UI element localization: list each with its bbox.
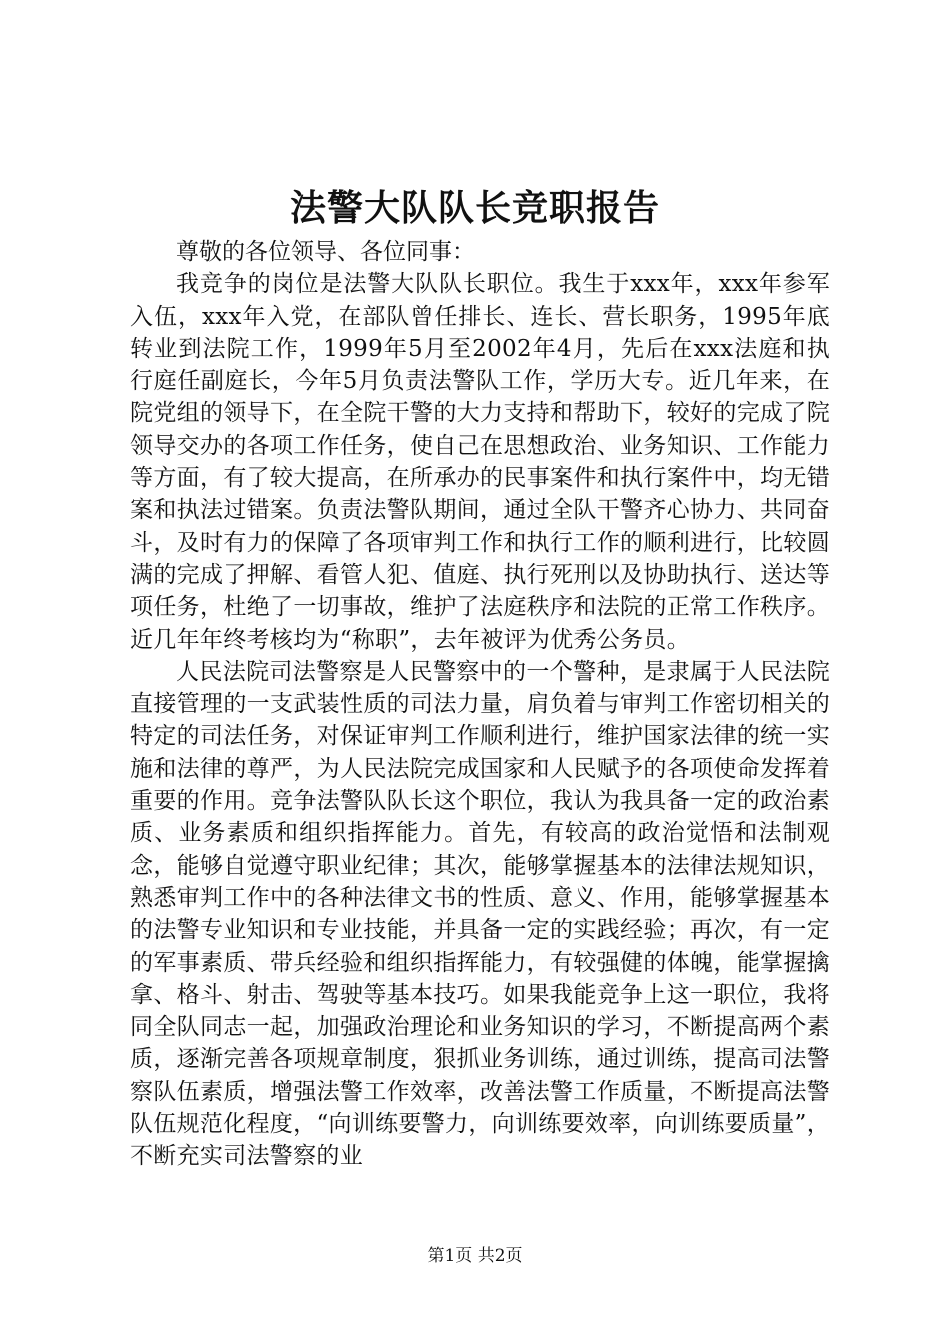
paragraph-2: 人民法院司法警察是人民警察中的一个警种，是隶属于人民法院直接管理的一支武装性质的司法力量，肩负着与审判工作密切相关的特定的司法任务，对保证审判工作顺利进行，维护国家法律的统一实施和法律的尊严，为人民法院完成国家和人民赋予的各项使命发挥着重要的作用。竞争法警队队长这个职位，我认为我具备一定的政治素质、业务素质和组织指挥能力。首先，有较高的政治觉悟和法制观念，能够自觉遵守职业纪律；其次，能够掌握基本的法律法规知识，熟悉审判工作中的各种法律文书的性质、意义、作用，能够掌握基本的法警专业知识和专业技能，并具备一定的实践经验；再次，有一定的军事素质、带兵经验和组织指挥能力，有较强健的体魄，能掌握擒拿、格斗、射击、驾驶等基本技巧。如果我能竞争上这一职位，我将同全队同志一起，加强政治理论和业务知识的学习，不断提高两个素质，逐渐完善各项规章制度，狠抓业务训练，通过训练，提高司法警察队伍素质，增强法警工作效率，改善法警工作质量，不断提高法警队伍规范化程度，“向训练要警力，向训练要效率，向训练要质量”，不断充实司法警察的业 [130, 658, 830, 1170]
document-body [130, 236, 830, 1173]
paragraph-1: 我竞争的岗位是法警大队队长职位。我生于xxx年，xxx年参军入伍，xxx年入党，在部队曾任排长、连长、营长职务，1995年底转业到法院工作，1999年5月至2002年4月，先后在xxx法庭和执行庭任副庭长，今年5月负责法警队工作，学历大专。近几年来，在院党组的领导下，在全院干警的大力支持和帮助下，较好的完成了院领导交办的各项工作任务，使自己在思想政治、业务知识、工作能力等方面，有了较大提高，在所承办的民事案件和执行案件中，均无错案和执法过错案。负责法警队期间，通过全队干警齐心协力、共同奋斗，及时有力的保障了各项审判工作和执行工作的顺利进行，比较圆满的完成了押解、看管人犯、值庭、执行死刑以及协助执行、送达等项任务，杜绝了一切事故，维护了法庭秩序和法院的正常工作秩序。近几年年终考核均为“称职”，去年被评为优秀公务员。 [130, 271, 830, 653]
greeting-line: 尊敬的各位领导、各位同事： [176, 239, 475, 265]
document-title: 法警大队队长竞职报告 [289, 187, 660, 229]
page-footer: 第1页 共2页 [427, 1246, 523, 1266]
